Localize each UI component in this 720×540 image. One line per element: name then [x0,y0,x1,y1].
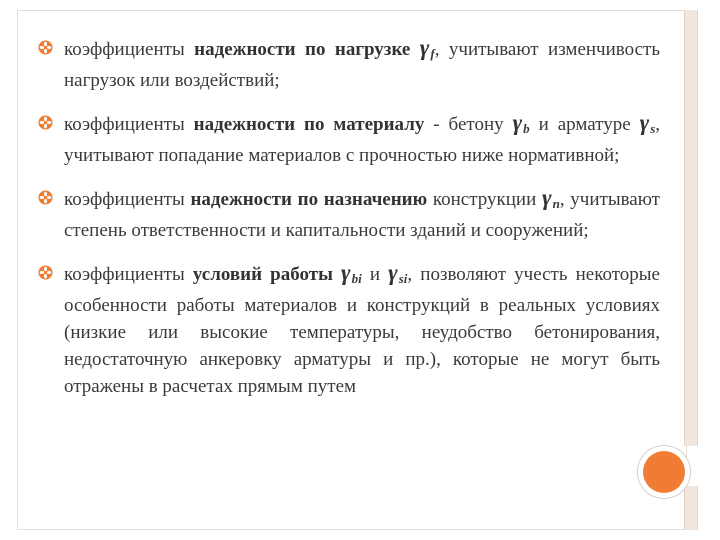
bullet-item-material [38,109,660,169]
text: , учитывают изменчивость нагрузок или воздействий; [64,39,661,91]
gamma-symbol: γ [639,110,650,135]
gamma-subscript: b [523,121,530,136]
text: коэффициенты [64,39,195,60]
flower-bullet-icon [38,190,53,205]
term-load: надежности по нагрузке [194,39,411,60]
side-rail [684,10,698,446]
gamma-symbol: γ [512,110,523,135]
bullet-item-purpose [38,184,660,244]
gamma-symbol: γ [542,185,552,210]
gamma-subscript: f [430,46,435,61]
text: коэффициенты [64,189,191,210]
gamma-symbol: γ [388,260,398,285]
flower-bullet-icon [38,40,53,55]
bullet-item-load [38,34,660,94]
side-rail-bottom [684,486,698,530]
flower-bullet-icon [38,115,53,130]
text: , учитывают степень ответственности и капитальности зданий и сооружений; [64,189,660,241]
text: , учитывают попадание материалов с прочностью ниже нормативной; [64,114,660,166]
bullet-list [38,34,660,415]
orange-circle-icon [643,451,685,493]
gamma-subscript: si [398,271,408,286]
bullet-item-work-conditions [38,259,660,400]
text: и арматуре [529,114,640,135]
text: - бетону [424,114,513,135]
gamma-subscript: s [650,121,656,136]
text: и [361,264,389,285]
gamma-symbol: γ [341,260,351,285]
text: , позволяют учесть некоторые особенности работы материалов и конструкций в реальных условиях (низкие или высокие температуры, неудобство бетонирования, недостаточную анкеровку арматуры и пр.), которые не могут быть отражены в расчетах прямым путем [64,264,660,397]
term-work-conditions: условий работы [192,264,333,285]
term-material: надежности по материалу [193,114,425,135]
text: коэффициенты [64,114,194,135]
gamma-subscript: n [552,196,560,211]
term-purpose: надежности по назначению [190,189,428,210]
text: конструкции [427,189,542,210]
text: коэффициенты [64,264,193,285]
gamma-subscript: bi [351,271,362,286]
flower-bullet-icon [38,265,53,280]
gamma-symbol: γ [419,35,430,60]
